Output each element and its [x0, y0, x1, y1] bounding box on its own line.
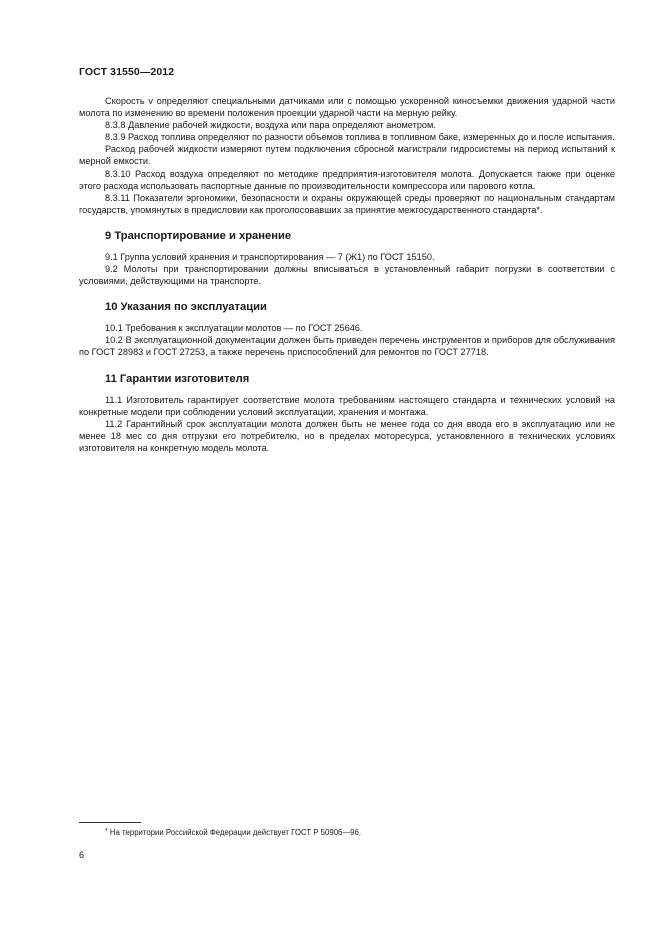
document-body	[79, 95, 615, 454]
footnote	[79, 827, 615, 838]
paragraph: 8.3.11 Показатели эргономики, безопасности и охраны окружающей среды проверяют по национальным стандартам государств, упомянутых в предисловии как проголосовавших за принятие межгосударственного стандарта*.	[79, 192, 615, 215]
section-heading: 9 Транспортирование и хранение	[105, 229, 292, 242]
section-heading: 11 Гарантии изготовителя	[105, 372, 250, 385]
paragraph: 10.2 В эксплуатационной документации должен быть приведен перечень инструментов и приборов для обслуживания по ГОСТ 28983 и ГОСТ 27253, а также перечень приспособлений для ремонтов по ГОСТ 27718.	[79, 335, 615, 358]
paragraph: 8.3.9 Расход топлива определяют по разности объемов топлива в топливном баке, измеренных до и после испытания.	[105, 132, 615, 143]
paragraph: Расход рабочей жидкости измеряют путем подключения сбросной магистрали гидросистемы на период испытаний к мерной емкости.	[79, 144, 615, 167]
paragraph: 11.1 Изготовитель гарантирует соответствие молота требованиям настоящего стандарта и технических условий на конкретные модели при соблюдении условий эксплуатации, хранения и монтажа.	[79, 394, 615, 417]
footnote-mark: *	[105, 828, 108, 835]
paragraph: 8.3.8 Давление рабочей жидкости, воздуха или пара определяют анометром.	[105, 120, 436, 131]
page-number: 6	[79, 850, 85, 860]
paragraph: 9.1 Группа условий хранения и транспортирования — 7 (Ж1) по ГОСТ 15150.	[105, 251, 435, 262]
paragraph: 10.1 Требования к эксплуатации молотов — по ГОСТ 25646.	[105, 323, 363, 334]
paragraph: 8.3.10 Расход воздуха определяют по методике предприятия-изготовителя молота. Допускается также при оценке этого расхода использовать паспортные данные по производительности компрессора или парового котла.	[79, 168, 615, 191]
section-heading: 10 Указания по эксплуатации	[105, 301, 267, 314]
footnote-text: На территории Российской Федерации действует ГОСТ Р 50906—96.	[107, 828, 362, 837]
paragraph: 11.2 Гарантийный срок эксплуатации молота должен быть не менее года со дня ввода его в эксплуатацию или не менее 18 мес со дня отгрузки его потребителю, но в пределах моторесурса, установленного в технических условиях изготовителя на конкретную модель молота.	[79, 418, 615, 453]
paragraph: Скорость v определяют специальными датчиками или с помощью ускоренной киносъемки движения ударной части молота по изменению во времени положения проекции ударной части на мерную рейку.	[79, 96, 615, 119]
paragraph: 9.2 Молоты при транспортировании должны вписываться в установленный габарит погрузки в соответствии с условиями, действующими на транспорте.	[79, 264, 615, 287]
footnote-divider	[79, 822, 141, 823]
document-header: ГОСТ 31550—2012	[79, 66, 175, 78]
